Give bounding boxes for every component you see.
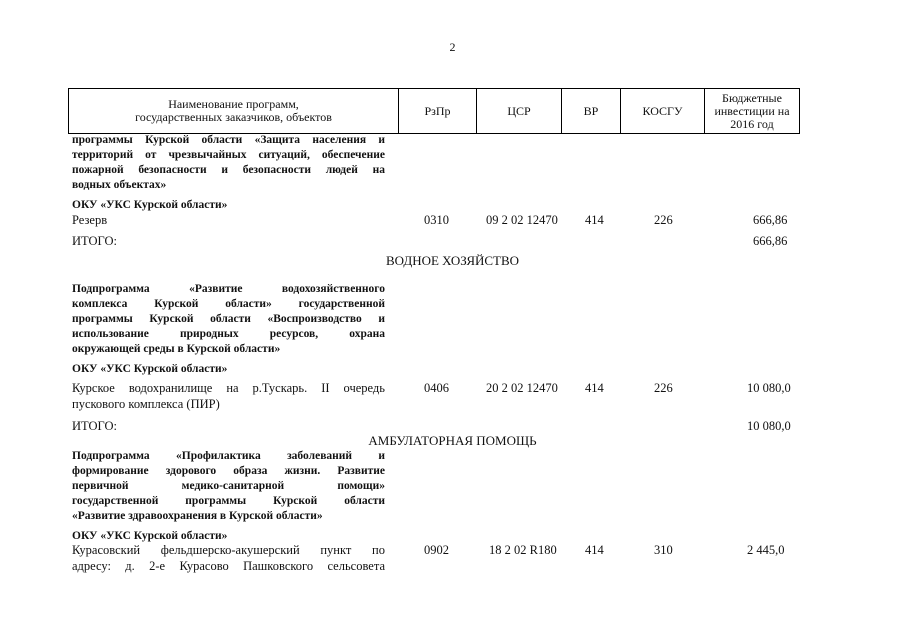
row-sum: 2 445,0 bbox=[747, 543, 785, 557]
customer-label: ОКУ «УКС Курской области» bbox=[72, 530, 228, 542]
program-line: формирование здорового образа жизни. Развитие bbox=[72, 465, 385, 477]
program-line: окружающей среды в Курской области» bbox=[72, 343, 281, 355]
total-label: ИТОГО: bbox=[72, 419, 117, 433]
row-rzpr: 0902 bbox=[424, 543, 449, 557]
row-rzpr: 0406 bbox=[424, 381, 449, 395]
section-title-water: ВОДНОЕ ХОЗЯЙСТВО bbox=[385, 253, 520, 268]
row-sum: 666,86 bbox=[753, 213, 788, 227]
table-header bbox=[68, 88, 800, 134]
header-name: Наименование программ, государственных заказчиков, объектов bbox=[69, 89, 399, 133]
row-rzpr: 0310 bbox=[424, 213, 449, 227]
program-line: программы Курской области «Воспроизводство и bbox=[72, 313, 385, 325]
header-csr: ЦСР bbox=[477, 89, 562, 133]
row-name: пускового комплекса (ПИР) bbox=[72, 397, 220, 411]
section-title-ambulatory: АМБУЛАТОРНАЯ ПОМОЩЬ bbox=[368, 433, 537, 448]
row-csr: 20 2 02 12470 bbox=[486, 381, 558, 395]
header-investments: Бюджетные инвестиции на 2016 год bbox=[714, 90, 790, 131]
page-number: 2 bbox=[449, 40, 456, 54]
row-vr: 414 bbox=[585, 543, 604, 557]
row-name: Резерв bbox=[72, 213, 108, 227]
customer-label: ОКУ «УКС Курской области» bbox=[72, 199, 228, 211]
program-line: «Развитие здравоохранения в Курской области» bbox=[72, 510, 323, 522]
program-line: государственной программы Курской области bbox=[72, 495, 385, 507]
program-line: Подпрограмма «Развитие водохозяйственного bbox=[72, 283, 385, 295]
row-csr: 18 2 02 R180 bbox=[489, 543, 557, 557]
total-sum: 666,86 bbox=[753, 234, 788, 248]
total-sum: 10 080,0 bbox=[747, 419, 791, 433]
row-csr: 09 2 02 12470 bbox=[486, 213, 558, 227]
program-line: пожарной безопасности и безопасности людей на bbox=[72, 164, 385, 176]
row-name: Курасовский фельдшерско-акушерский пункт по bbox=[72, 543, 385, 557]
program-line: использование природных ресурсов, охрана bbox=[72, 328, 385, 340]
header-rzpr: РзПр bbox=[399, 89, 477, 133]
program-line: программы Курской области «Защита населения и bbox=[72, 134, 385, 146]
total-label: ИТОГО: bbox=[72, 234, 117, 248]
program-line: комплекса Курской области» государственной bbox=[72, 298, 385, 310]
row-kosgu: 226 bbox=[654, 381, 673, 395]
program-line: первичной медико-санитарной помощи» bbox=[72, 480, 385, 492]
header-kosgu: КОСГУ bbox=[621, 89, 705, 133]
row-vr: 414 bbox=[585, 213, 604, 227]
program-line: Подпрограмма «Профилактика заболеваний и bbox=[72, 450, 385, 462]
header-vr: ВР bbox=[562, 89, 621, 133]
customer-label: ОКУ «УКС Курской области» bbox=[72, 363, 228, 375]
row-sum: 10 080,0 bbox=[747, 381, 791, 395]
row-name: адресу: д. 2-е Курасово Пашковского сельсовета bbox=[72, 559, 385, 573]
program-line: водных объектах» bbox=[72, 179, 167, 191]
row-kosgu: 310 bbox=[654, 543, 673, 557]
row-kosgu: 226 bbox=[654, 213, 673, 227]
program-line: территорий от чрезвычайных ситуаций, обеспечение bbox=[72, 149, 385, 161]
row-name: Курское водохранилище на р.Тускарь. II очередь bbox=[72, 381, 385, 395]
row-vr: 414 bbox=[585, 381, 604, 395]
